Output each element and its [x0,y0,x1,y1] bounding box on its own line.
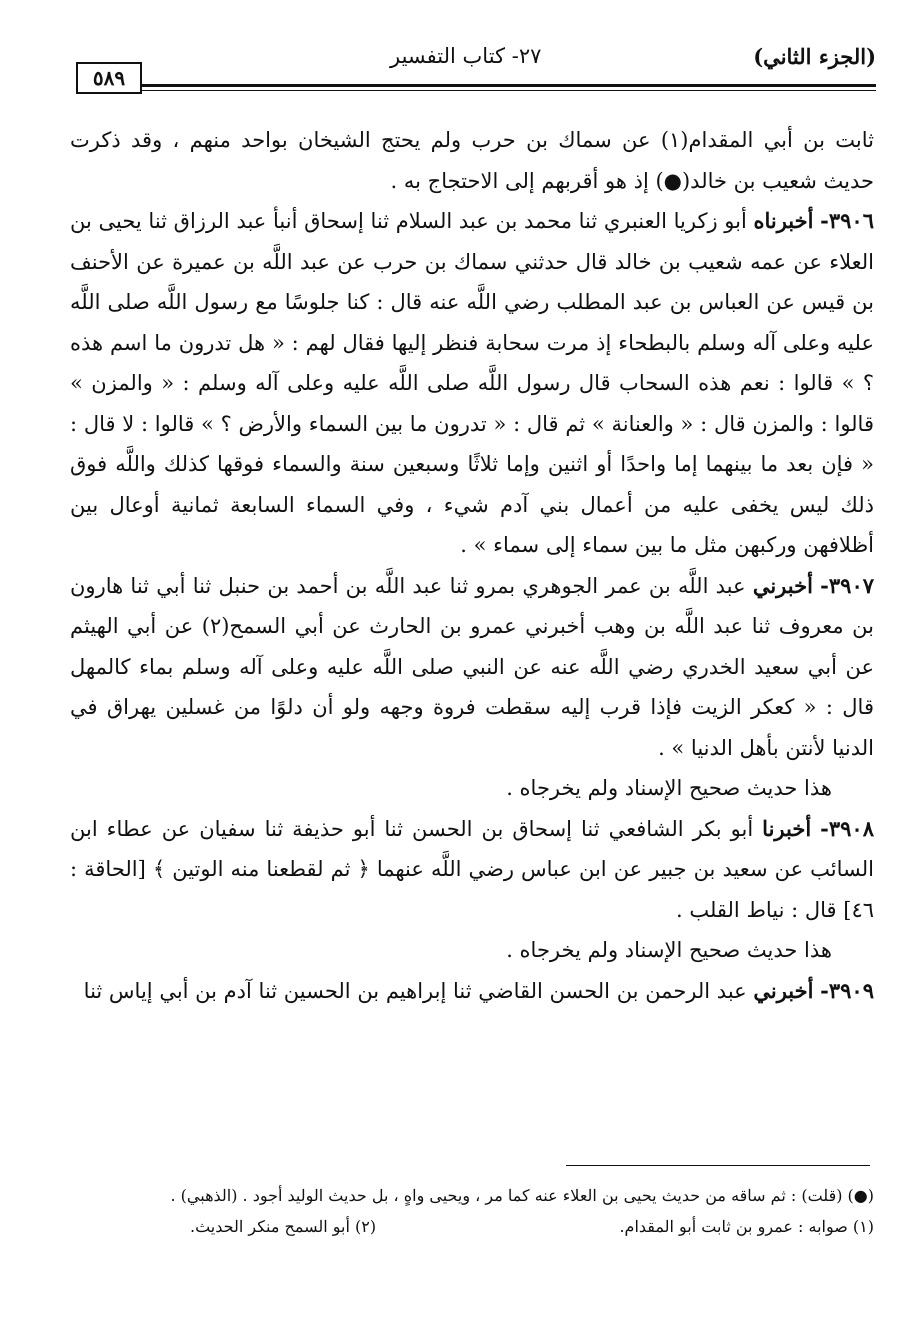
page-header [70,40,876,100]
hadith-number: ٣٩٠٨- [820,815,874,841]
hadith-keyword: أخبرني [752,572,813,598]
paragraph [70,120,874,201]
paragraph-text: أبو زكريا العنبري ثنا محمد بن عبد السلام ثنا إسحاق أنبأ عبد الرزاق ثنا يحيى بن العلاء عن عمه شعيب بن خالد قال حدثني سماك بن حرب عن عبد اللَّه بن عميرة عن الأحنف بن قيس عن العباس بن عبد المطلب رضي اللَّه عنه قال : كنا جلوسًا مع رسول اللَّه صلى اللَّه عليه وعلى آله وسلم بالبطحاء إذ مرت سحابة فنظر إليها فقال لهم : « هل تدرون ما اسم هذه ؟ » قالوا : نعم هذه السحاب قال رسول اللَّه صلى اللَّه عليه وعلى آله وسلم : « والمزن » قالوا : والمزن قال : « والعنانة » ثم قال : « تدرون ما بين السماء والأرض ؟ » قالوا : لا قال : « فإن بعد ما بينهما إما واحدًا أو اثنين وإما ثلاثًا وسبعين سنة والسماء فوقها كذلك واللَّه فوق ذلك ليس يخفى عليه من أعمال بني آدم شيء ، وفي السماء السابعة ثمانية أوعال بين أظلافهن وركبهن مثل ما بين سماء إلى سماء » . [70,209,874,557]
paragraph-text: هذا حديث صحيح الإسناد ولم يخرجاه . [506,776,832,800]
main-text [70,120,874,1011]
chapter-title: ٢٧- كتاب التفسير [390,44,542,68]
footnote-row [70,1211,874,1242]
footnotes [70,1180,874,1242]
hadith-keyword: أخبرناه [753,208,814,233]
paragraph-text: ثابت بن أبي المقدام(١) عن سماك بن حرب ولم يحتج الشيخان بواحد منهم ، وقد ذكرت حديث شعيب بن خالد(●) إذ هو أقربهم إلى الاحتجاج به . [70,128,875,193]
grading-note [70,768,874,809]
header-rule-thick [140,84,876,87]
footnote-2: (٢) أبو السمح منكر الحديث. [190,1217,377,1236]
hadith-3907 [70,566,874,769]
paragraph-text: هذا حديث صحيح الإسناد ولم يخرجاه . [506,938,832,962]
paragraph-text: عبد الرحمن بن الحسن القاضي ثنا إبراهيم بن الحسين ثنا آدم بن أبي إياس ثنا [83,978,754,1003]
hadith-3908 [70,809,874,931]
hadith-keyword: أخبرني [753,977,814,1003]
hadith-number: ٣٩٠٦- [820,208,874,233]
footnote-star: (●) (قلت) : ثم ساقه من حديث يحيى بن العلاء عنه كما مر ، ويحيى واهٍ ، بل حديث الوليد أجود . (الذهبي) . [170,1186,874,1205]
hadith-keyword: أخبرنا [762,815,812,841]
paragraph-text: عبد اللَّه بن عمر الجوهري بمرو ثنا عبد اللَّه بن أحمد بن حنبل ثنا أبي ثنا هارون بن معروف ثنا عبد اللَّه بن وهب أخبرني عمرو بن الحارث عن أبي السمح(٢) عن أبي الهيثم عن أبي سعيد الخدري رضي اللَّه عنه عن النبي صلى اللَّه عليه وعلى آله وسلم بماء كالمهل قال : « كعكر الزيت فإذا قرب إليه سقطت فروة وجهه ولو أن دلوًا من غسلين يهراق في الدنيا لأنتن بأهل الدنيا » . [70,573,874,760]
hadith-3909 [70,971,874,1012]
hadith-number: ٣٩٠٧- [820,572,875,598]
paragraph-text: أبو بكر الشافعي ثنا إسحاق بن الحسن ثنا أبو حذيفة ثنا سفيان عن عطاء ابن السائب عن سعيد بن جبير عن ابن عباس رضي اللَّه عنهما ﴿ ثم لقطعنا منه الوتين ﴾ [الحاقة : ٤٦] قال : نياط القلب . [70,816,874,922]
volume-label: (الجزء الثاني) [753,44,876,69]
page-number: ٥٨٩ [76,62,142,94]
header-rule-thin [140,90,876,91]
hadith-number: ٣٩٠٩- [820,977,874,1003]
footnote-rule [566,1165,870,1166]
grading-note [70,930,874,971]
footnote-1: (١) صوابه : عمرو بن ثابت أبو المقدام. [619,1217,874,1236]
hadith-3906 [70,201,874,566]
